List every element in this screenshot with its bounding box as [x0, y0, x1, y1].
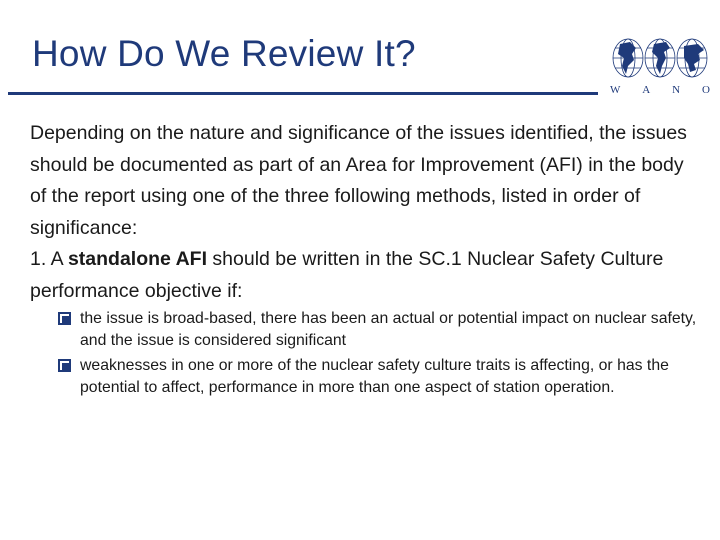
- globe-icon: [610, 36, 710, 82]
- list-item-text: the issue is broad-based, there has been an actual or potential impact on nuclear safety, and the issue is considered significant: [80, 310, 697, 349]
- intro-paragraph: Depending on the nature and significance of the issues identified, the issues should be documented as part of an Area for Improvement (AFI) in the body of the report using one of the three following methods, listed in order of significance:: [30, 122, 687, 239]
- method-item-bold: standalone AFI: [67, 248, 207, 270]
- method-item-suffix: should be written in the SC.1 Nuclear Safety Culture performance objective if:: [30, 248, 664, 302]
- method-item-prefix: 1. A: [30, 248, 68, 270]
- list-item: [58, 355, 698, 399]
- logo-letter: N: [672, 84, 681, 96]
- logo-letter: A: [642, 84, 651, 96]
- wano-logo: [610, 36, 710, 100]
- method-item-1: [30, 244, 700, 307]
- list-item-text: weaknesses in one or more of the nuclear safety culture traits is affecting, or has the potential to affect, performance in more than one aspect of station operation.: [80, 357, 669, 396]
- logo-letter: W: [610, 84, 621, 96]
- list-item: [58, 308, 698, 352]
- title-underline: [8, 92, 598, 95]
- checkbox-bullet-icon: [58, 359, 72, 373]
- logo-lettering: [610, 84, 710, 96]
- logo-letter: O: [702, 84, 710, 96]
- checkbox-bullet-icon: [58, 312, 72, 326]
- slide-body: [30, 118, 700, 307]
- criteria-list: [58, 308, 698, 402]
- slide-title: How Do We Review It?: [32, 33, 416, 74]
